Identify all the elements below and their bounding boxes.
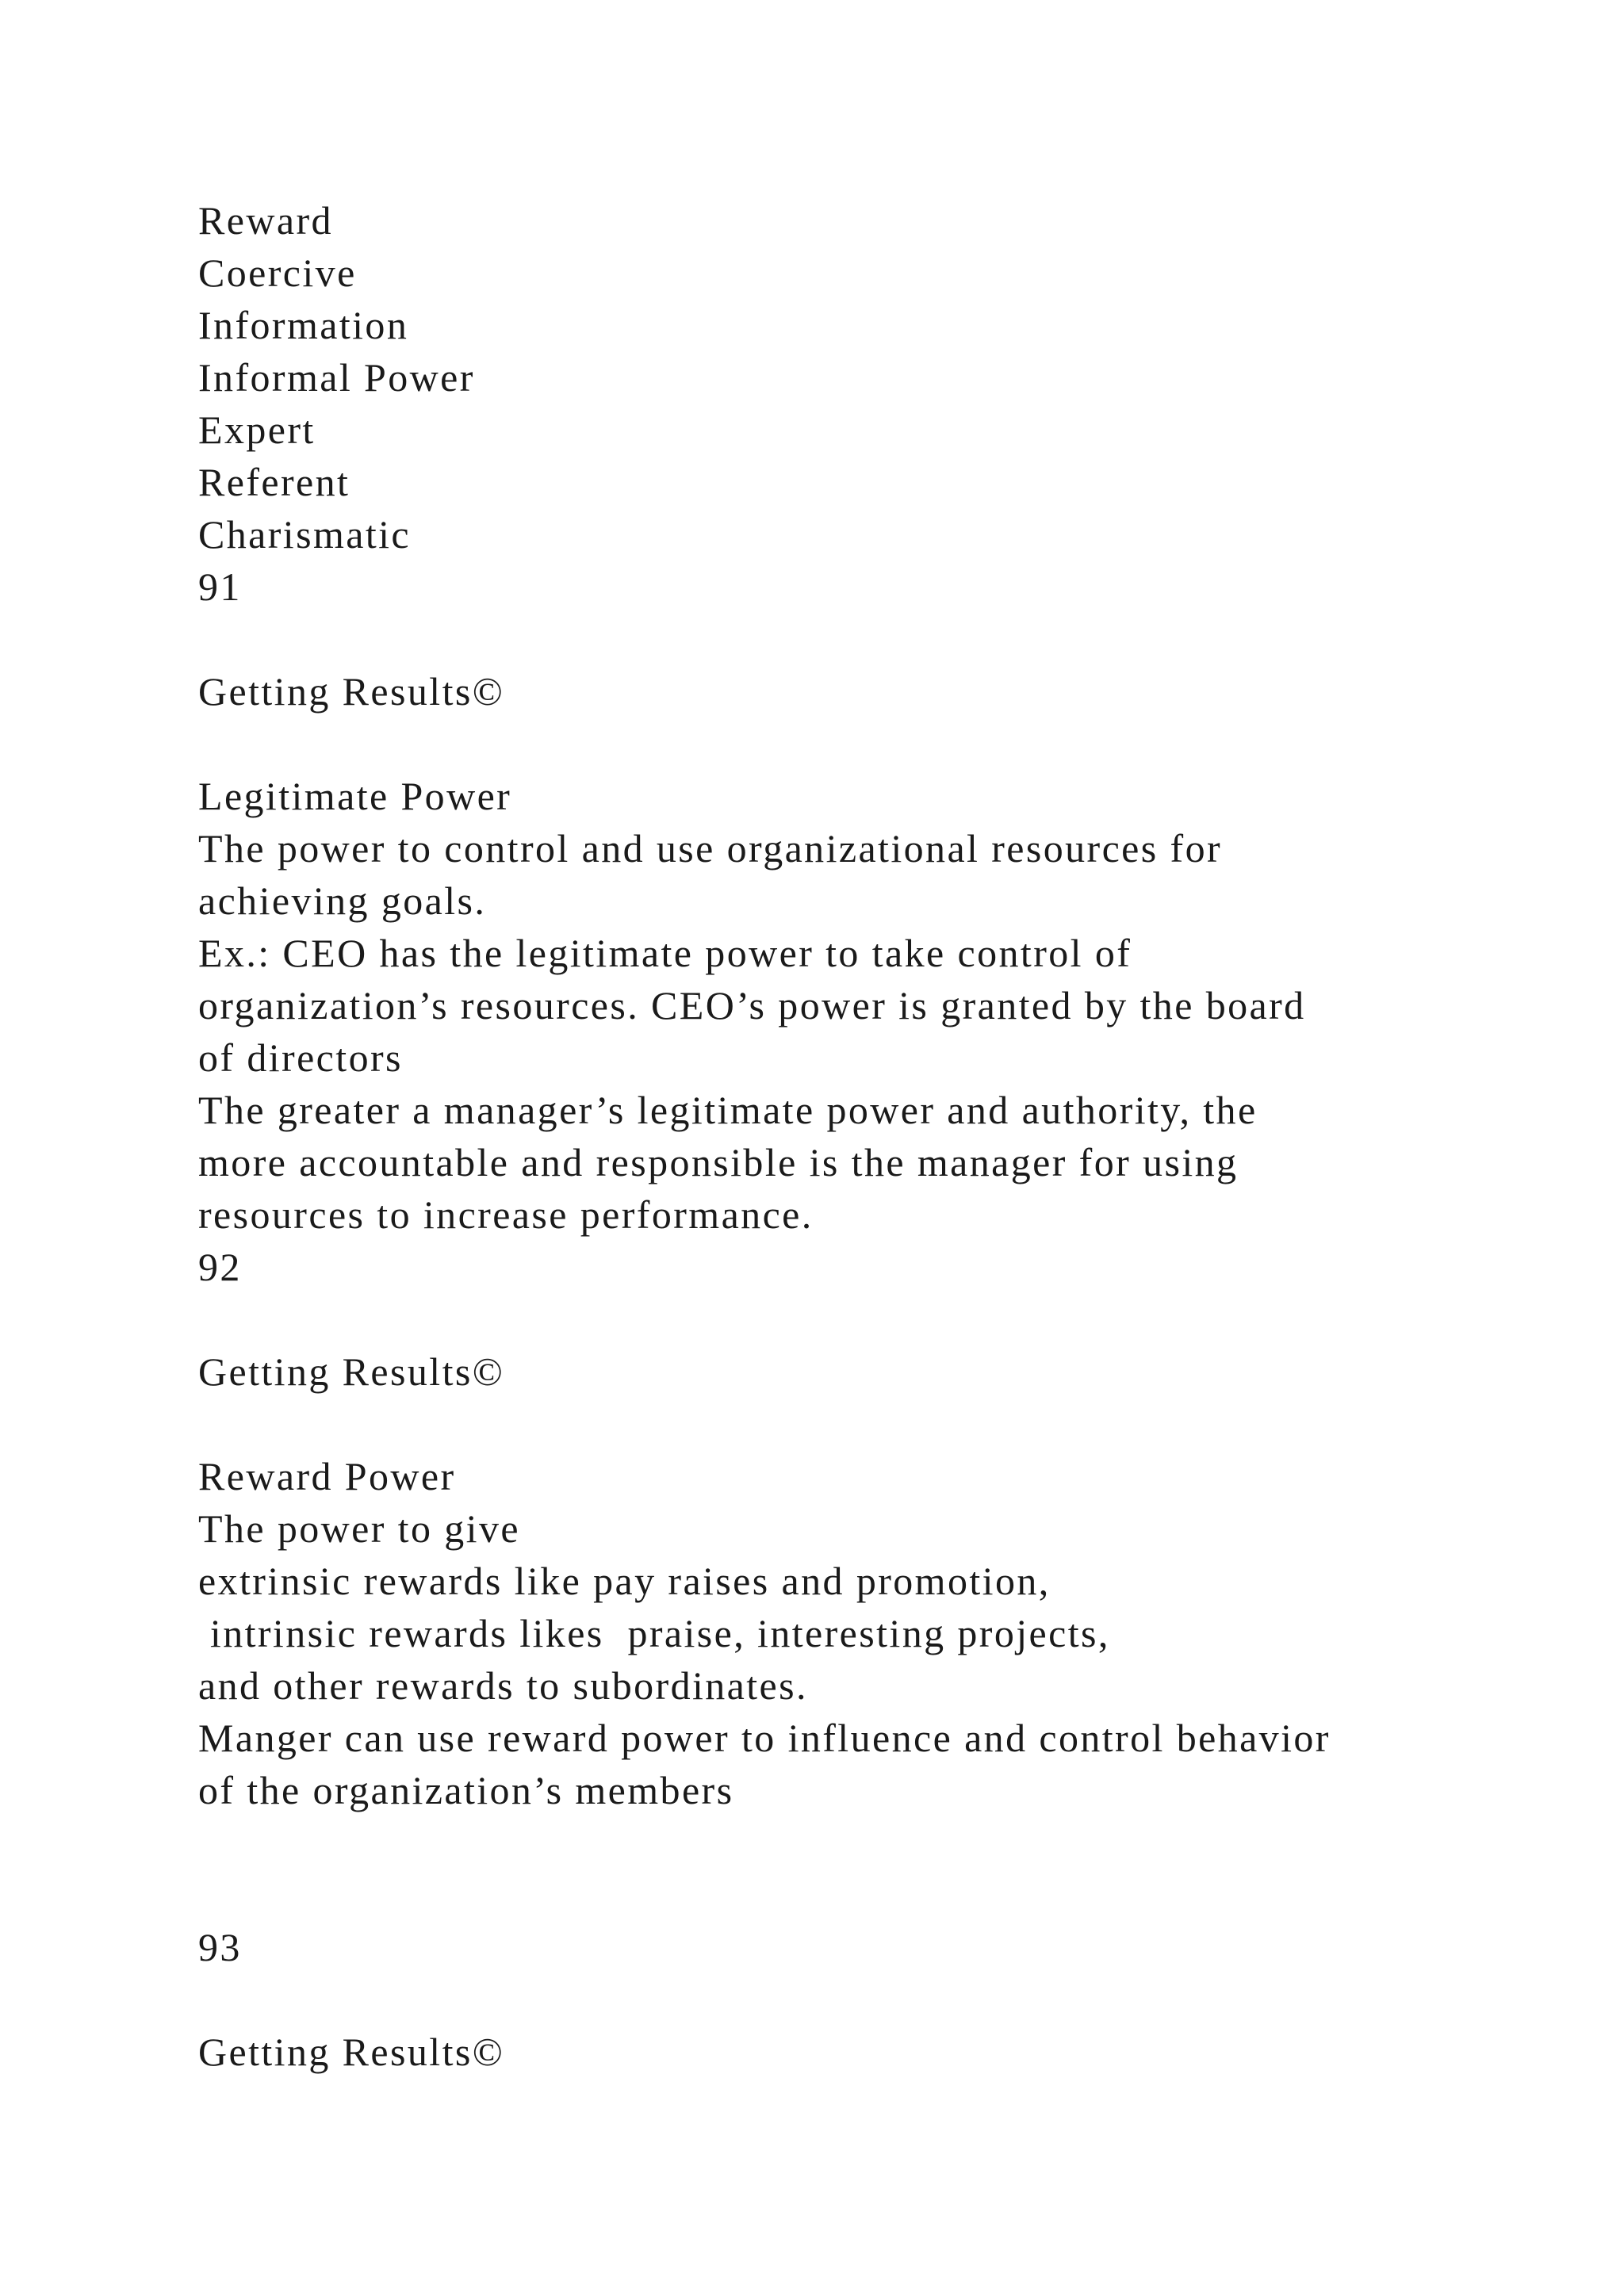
spacer: [198, 718, 1546, 770]
section-title: Legitimate Power: [198, 774, 512, 818]
power-type-item: Information: [198, 303, 409, 347]
body-line: The power to give: [198, 1506, 520, 1551]
power-type-item: Coercive: [198, 251, 357, 295]
body-line: resources to increase performance.: [198, 1192, 814, 1237]
body-line: of the organization’s members: [198, 1768, 734, 1812]
body-line: The power to control and use organizational resources for: [198, 826, 1223, 871]
power-type-item: Informal Power: [198, 355, 475, 400]
spacer: [198, 1816, 1546, 1869]
power-type-item: Referent: [198, 460, 350, 504]
section-title: Reward Power: [198, 1454, 456, 1498]
body-line: extrinsic rewards like pay raises and promotion,: [198, 1559, 1051, 1603]
page-number: 92: [198, 1245, 242, 1289]
body-line: more accountable and responsible is the manager for using: [198, 1140, 1239, 1184]
power-type-item: Charismatic: [198, 512, 412, 557]
spacer: [198, 1973, 1546, 2026]
page-number: 93: [198, 1925, 242, 1969]
footer-text: Getting Results©: [198, 2030, 505, 2074]
body-line: and other rewards to subordinates.: [198, 1663, 808, 1708]
body-line: Ex.: CEO has the legitimate power to take control of: [198, 931, 1132, 975]
body-line: achieving goals.: [198, 878, 487, 923]
body-line: The greater a manager’s legitimate power and authority, the: [198, 1088, 1258, 1132]
body-line: intrinsic rewards likes praise, interesting projects,: [198, 1611, 1110, 1655]
spacer: [198, 1869, 1546, 1921]
document-page: [198, 194, 1546, 2078]
slide-91-section: [198, 194, 1546, 770]
power-type-item: Expert: [198, 408, 316, 452]
spacer: [198, 613, 1546, 665]
body-line: organization’s resources. CEO’s power is granted by the board: [198, 983, 1306, 1027]
page-number: 91: [198, 564, 242, 609]
slide-93-section: [198, 1450, 1546, 2078]
slide-92-section: [198, 770, 1546, 1450]
spacer: [198, 1293, 1546, 1345]
body-line: of directors: [198, 1035, 403, 1080]
spacer: [198, 1398, 1546, 1450]
footer-text: Getting Results©: [198, 1349, 505, 1394]
footer-text: Getting Results©: [198, 669, 505, 714]
body-line: Manger can use reward power to influence and control behavior: [198, 1716, 1331, 1760]
power-type-item: Reward: [198, 198, 333, 243]
